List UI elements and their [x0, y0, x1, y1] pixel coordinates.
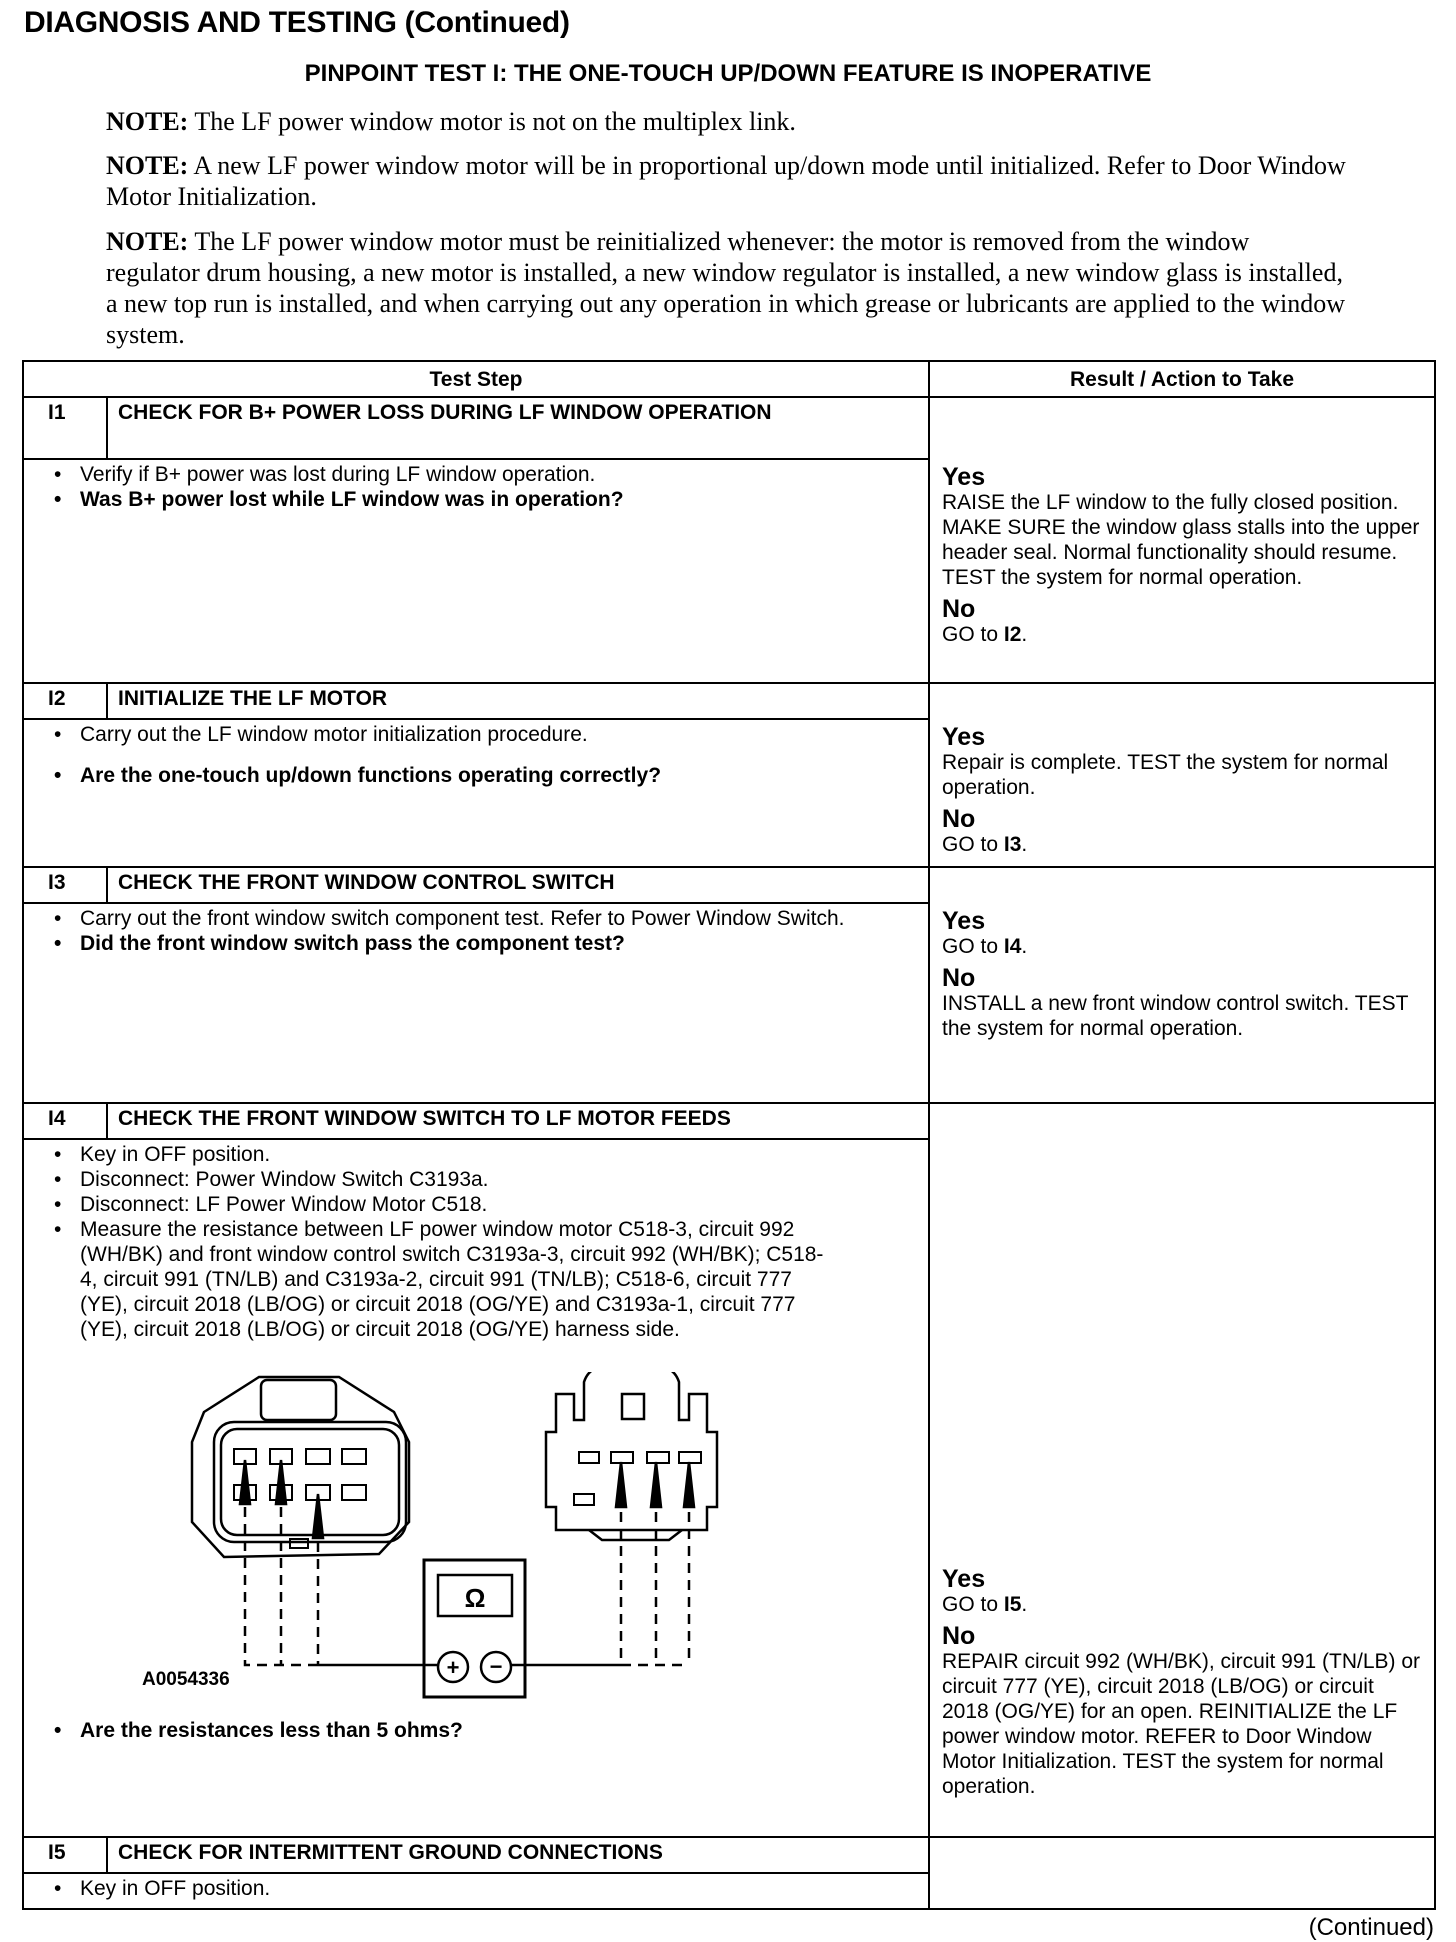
step-item: • Key in OFF position.: [54, 1876, 918, 1901]
step-instructions: [23, 459, 929, 683]
step-title: CHECK FOR INTERMITTENT GROUND CONNECTIONS: [107, 1837, 929, 1873]
step-title: CHECK THE FRONT WINDOW SWITCH TO LF MOTOR FEEDS: [107, 1103, 929, 1139]
minus-terminal: −: [489, 1654, 503, 1679]
step-id: I3: [23, 867, 107, 903]
step-result: [929, 397, 1435, 683]
step-result: [929, 1103, 1435, 1837]
step-result: [929, 683, 1435, 867]
step-header-row: [23, 867, 1435, 903]
note-1: [106, 106, 1346, 137]
switch-connector-c3193a: [546, 1372, 717, 1540]
section-title: DIAGNOSIS AND TESTING (Continued): [24, 6, 570, 39]
step-id: I5: [23, 1837, 107, 1873]
note-label: NOTE:: [106, 151, 189, 180]
step-question: • Are the resistances less than 5 ohms?: [54, 1718, 918, 1743]
step-item: • Key in OFF position.: [54, 1142, 918, 1167]
no-label: No: [942, 805, 976, 833]
note-label: NOTE:: [106, 107, 189, 136]
continued-label: (Continued): [1308, 1914, 1434, 1941]
diagram-svg: [144, 1372, 784, 1702]
step-id: I1: [23, 397, 107, 459]
step-id: I4: [23, 1103, 107, 1139]
no-label: No: [942, 595, 976, 623]
table-header-row: [23, 361, 1435, 397]
no-action: REPAIR circuit 992 (WH/BK), circuit 991 (TN/LB) or circuit 777 (YE), circuit 2018 (LB/OG) or circuit 2018 (OG/YE) for an open. REINITIALIZE the LF power window motor. REFER to Door Window Motor Initialization. TEST the system for normal operation.: [942, 1650, 1421, 1798]
figure-id: A0054336: [142, 1669, 230, 1690]
yes-label: Yes: [942, 1565, 986, 1593]
yes-action: RAISE the LF window to the fully closed position. MAKE SURE the window glass stalls into the upper header seal. Normal functionality should resume. TEST the system for normal operation.: [942, 491, 1420, 589]
yes-label: Yes: [942, 723, 986, 751]
yes-action: GO to I5.: [942, 1593, 1028, 1616]
step-title: CHECK THE FRONT WINDOW CONTROL SWITCH: [107, 867, 929, 903]
no-action: INSTALL a new front window control switch. TEST the system for normal operation.: [942, 992, 1409, 1040]
step-item: • Carry out the front window switch component test. Refer to Power Window Switch.: [54, 906, 918, 931]
step-instructions: [23, 1139, 929, 1837]
step-item: • Carry out the LF window motor initialization procedure.: [54, 722, 918, 747]
yes-action: GO to I4.: [942, 935, 1028, 958]
header-result-action: Result / Action to Take: [929, 361, 1435, 397]
probe-icon: [616, 1462, 694, 1507]
note-label: NOTE:: [106, 227, 189, 256]
header-test-step: Test Step: [23, 361, 929, 397]
step-instructions: [23, 1873, 929, 1909]
note-text: A new LF power window motor will be in proportional up/down mode until initialized. Refer to Door Window Motor Initialization.: [106, 151, 1346, 211]
step-id: I2: [23, 683, 107, 719]
step-header-row: [23, 1103, 1435, 1139]
yes-label: Yes: [942, 907, 986, 935]
step-item: • Measure the resistance between LF power window motor C518-3, circuit 992 (WH/BK) and front window control switch C3193a-3, circuit 992 (WH/BK); C518-4, circuit 991 (TN/LB) and C3193a-2, circuit 991 (TN/LB); C518-6, circuit 777 (YE), circuit 2018 (LB/OG) or circuit 2018 (OG/YE) and C3193a-1, circuit 777 (YE), circuit 2018 (LB/OG) or circuit 2018 (OG/YE) harness side.: [54, 1217, 824, 1342]
no-label: No: [942, 1622, 976, 1650]
step-header-row: [23, 397, 1435, 459]
step-title: INITIALIZE THE LF MOTOR: [107, 683, 929, 719]
step-instructions: [23, 719, 929, 867]
ohm-symbol: Ω: [464, 1583, 486, 1613]
note-text: The LF power window motor is not on the multiplex link.: [188, 107, 796, 136]
ohmmeter: [424, 1560, 525, 1697]
step-result: [929, 1837, 1435, 1909]
yes-label: Yes: [942, 463, 986, 491]
no-label: No: [942, 964, 976, 992]
pinpoint-test-table: [22, 360, 1436, 1910]
step-question: • Are the one-touch up/down functions operating correctly?: [54, 763, 918, 788]
yes-action: Repair is complete. TEST the system for normal operation.: [942, 751, 1389, 799]
step-result: [929, 867, 1435, 1103]
step-item: • Verify if B+ power was lost during LF window operation.: [54, 462, 918, 487]
step-header-row: [23, 683, 1435, 719]
plus-terminal: +: [446, 1655, 460, 1680]
step-header-row: [23, 1837, 1435, 1873]
step-question: • Did the front window switch pass the component test?: [54, 931, 918, 956]
note-text: The LF power window motor must be reinitialized whenever: the motor is removed from the window regulator drum housing, a new motor is installed, a new window regulator is installed, a new window glass is installed, a new top run is installed, and when carrying out any operation in which grease or lubricants are applied to the window system.: [106, 227, 1345, 349]
step-item: • Disconnect: Power Window Switch C3193a.: [54, 1167, 918, 1192]
note-2: [106, 150, 1346, 212]
step-title: CHECK FOR B+ POWER LOSS DURING LF WINDOW OPERATION: [107, 397, 929, 459]
no-action: GO to I3.: [942, 833, 1028, 856]
motor-connector-c518: [192, 1377, 409, 1557]
step-item: • Disconnect: LF Power Window Motor C518.: [54, 1192, 918, 1217]
step-question: • Was B+ power lost while LF window was in operation?: [54, 487, 918, 512]
pinpoint-test-title: PINPOINT TEST I: THE ONE-TOUCH UP/DOWN FEATURE IS INOPERATIVE: [304, 60, 1152, 87]
no-action: GO to I2.: [942, 623, 1028, 646]
step-instructions: [23, 903, 929, 1103]
connector-resistance-diagram: [34, 1372, 918, 1712]
note-3: [106, 226, 1346, 350]
